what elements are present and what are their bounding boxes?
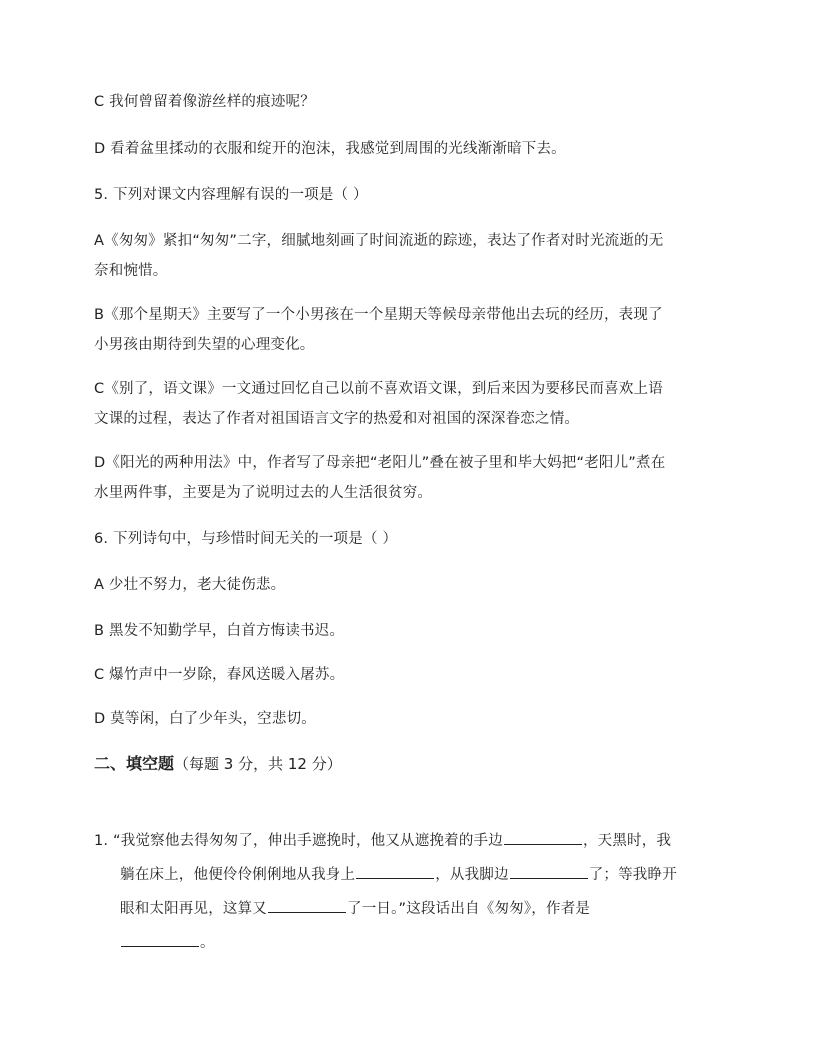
answer-blank-3[interactable] [510, 863, 588, 879]
option-a-q5-line2: 奈和惋惜。 [94, 263, 168, 279]
option-b-q5-line2: 小男孩由期待到失望的心理变化。 [94, 337, 315, 353]
option-c-q4: C 我何曾留着像游丝样的痕迹呢？ [94, 94, 315, 110]
fill-text: ，从我脚边 [435, 867, 509, 883]
option-d-q4: D 看着盆里揉动的衣服和绽开的泡沫，我感觉到周围的光线渐渐暗下去。 [94, 141, 566, 157]
fill-question-1-line2 [120, 858, 760, 892]
option-a-q6: A 少壮不努力，老大徒伤悲。 [94, 577, 286, 593]
fill-text: 了；等我睁开 [588, 867, 677, 883]
option-c-q5-line1: C《别了，语文课》一文通过回忆自己以前不喜欢语文课，到后来因为要移民而喜欢上语 [94, 381, 663, 397]
fill-text: 1. “我觉察他去得匆匆了，伸出手遮挽时，他又从遮挽着的手边 [94, 833, 503, 849]
answer-blank-5[interactable] [121, 931, 199, 947]
fill-text: ，天黑时，我 [582, 833, 672, 849]
answer-blank-4[interactable] [268, 897, 346, 913]
fill-question-1-line3 [120, 892, 760, 926]
answer-blank-2[interactable] [356, 863, 434, 879]
fill-text: 了一日。”这段话出自《匆匆》，作者是 [347, 901, 591, 917]
section-note: （每题 3 分，共 12 分） [174, 755, 342, 773]
section-title: 二、填空题 [94, 754, 175, 773]
option-b-q5-line1: B《那个星期天》主要写了一个小男孩在一个星期天等候母亲带他出去玩的经历，表现了 [94, 307, 663, 323]
option-a-q5-line1: A《匆匆》紧扣“匆匆”二字，细腻地刻画了时间流逝的踪迹，表达了作者对时光流逝的无 [94, 233, 664, 249]
option-b-q6: B 黑发不知勤学早，白首方悔读书迟。 [94, 623, 345, 639]
fill-text: 。 [200, 935, 215, 951]
answer-blank-1[interactable] [504, 829, 582, 845]
section-heading [94, 747, 342, 781]
option-c-q5-line2: 文课的过程，表达了作者对祖国语言文字的热爱和对祖国的深深眷恋之情。 [94, 411, 580, 427]
question-5: 5. 下列对课文内容理解有误的一项是（ ） [94, 187, 368, 203]
fill-text: 眼和太阳再见，这算又 [120, 901, 267, 917]
option-d-q6: D 莫等闲，白了少年头，空悲切。 [94, 711, 316, 727]
fill-question-1-line1 [94, 824, 734, 858]
option-d-q5-line1: D《阳光的两种用法》中，作者写了母亲把“老阳儿”叠在被子里和毕大妈把“老阳儿”煮在 [94, 455, 666, 471]
option-c-q6: C 爆竹声中一岁除，春风送暖入屠苏。 [94, 667, 345, 683]
option-d-q5-line2: 水里两件事，主要是为了说明过去的人生活很贫穷。 [94, 485, 433, 501]
fill-question-1-line4 [120, 926, 760, 960]
fill-text: 躺在床上，他便伶伶俐俐地从我身上 [120, 867, 356, 883]
question-6: 6. 下列诗句中，与珍惜时间无关的一项是（ ） [94, 531, 398, 547]
